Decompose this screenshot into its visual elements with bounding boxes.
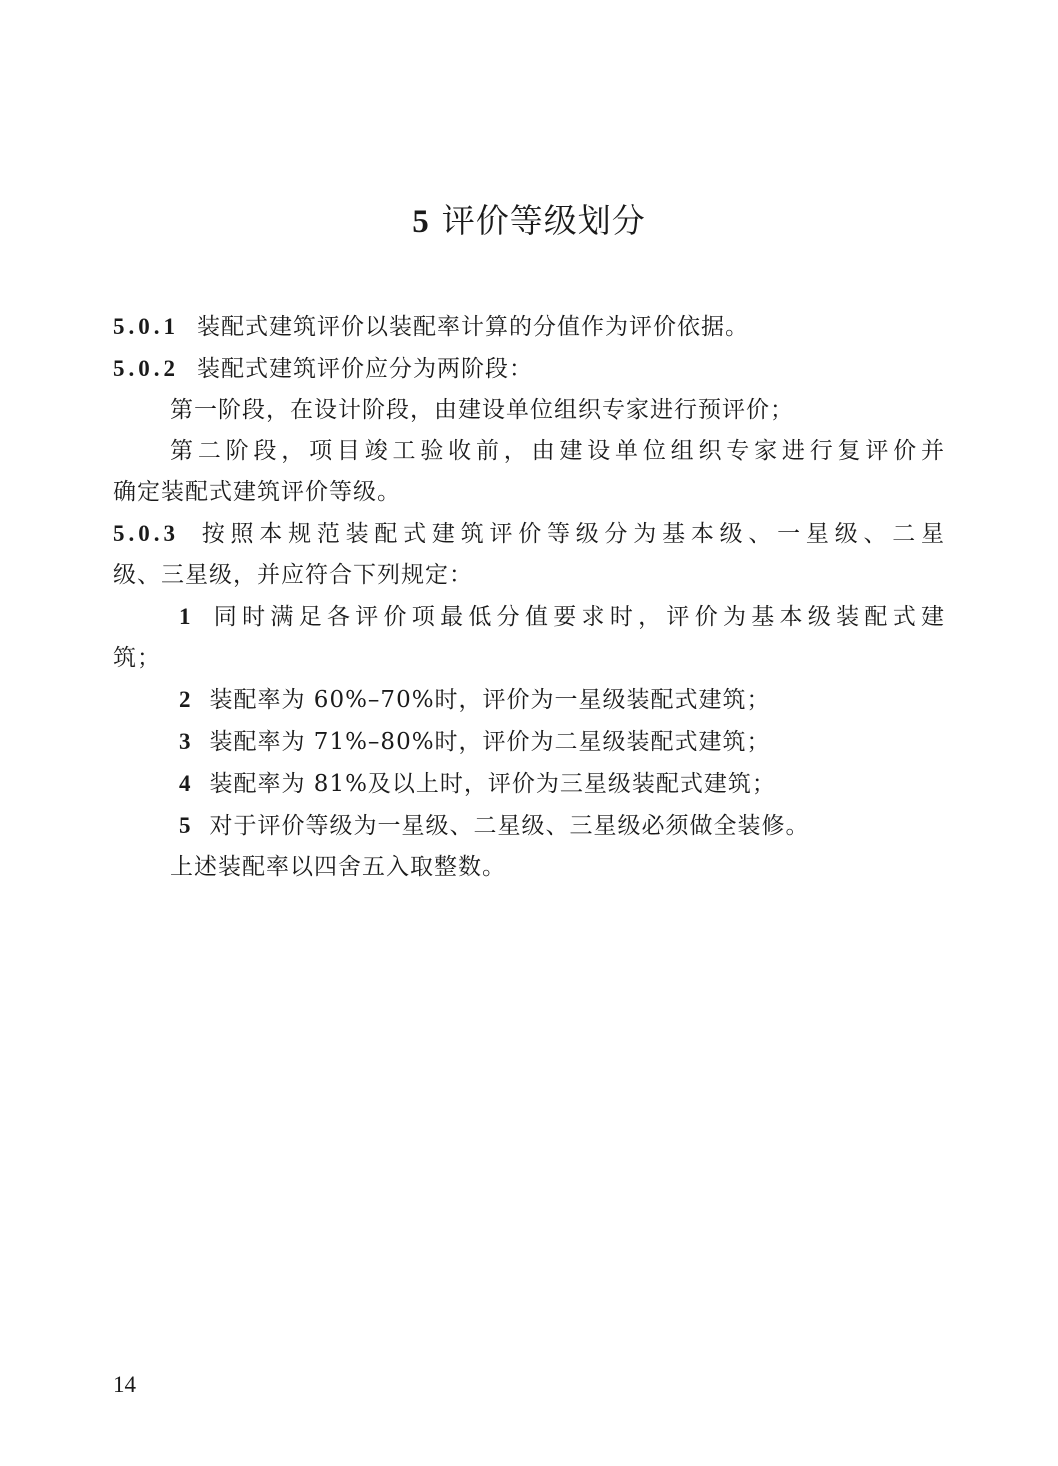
stage-one-paragraph: 第一阶段，在设计阶段，由建设单位组织专家进行预评价； — [170, 397, 794, 423]
clause-5-0-2 — [113, 348, 945, 390]
stage-two-paragraph-line1: 第二阶段，项目竣工验收前，由建设单位组织专家进行复评价并 — [170, 438, 945, 464]
item-number: 1 — [179, 604, 192, 629]
list-item-1-continued: 筑； — [113, 645, 161, 671]
clause-5-0-3 — [113, 513, 945, 555]
stage-two-paragraph-line2: 确定装配式建筑评价等级。 — [113, 479, 401, 505]
item-text: 装配率为 81%及以上时，评价为三星级装配式建筑； — [209, 771, 776, 797]
chapter-body — [113, 306, 945, 888]
chapter-number: 5 — [412, 204, 430, 240]
list-item-3 — [113, 721, 945, 763]
chapter-title-text: 评价等级划分 — [441, 201, 646, 240]
list-item-5 — [113, 805, 945, 847]
item-text: 装配率为 60%–70%时，评价为一星级装配式建筑； — [209, 687, 771, 713]
clause-text: 装配式建筑评价应分为两阶段： — [197, 356, 533, 382]
chapter-title — [0, 196, 1058, 247]
item-number: 5 — [179, 813, 192, 838]
clause-5-0-1 — [113, 306, 945, 348]
list-item-2 — [113, 679, 945, 721]
rounding-note: 上述装配率以四舍五入取整数。 — [170, 854, 506, 880]
clause-5-0-3-continued: 级、三星级，并应符合下列规定： — [113, 562, 473, 588]
clause-text: 装配式建筑评价以装配率计算的分值作为评价依据。 — [197, 314, 749, 340]
item-text: 装配率为 71%–80%时，评价为二星级装配式建筑； — [209, 729, 771, 755]
list-item-4 — [113, 763, 945, 805]
item-number: 2 — [179, 687, 192, 712]
clause-number: 5.0.1 — [113, 314, 179, 339]
item-text: 同时满足各评价项最低分值要求时，评价为基本级装配式建 — [209, 604, 945, 630]
clause-number: 5.0.2 — [113, 356, 179, 381]
item-number: 4 — [179, 771, 192, 796]
clause-number: 5.0.3 — [113, 521, 179, 546]
clause-text: 按照本规范装配式建筑评价等级分为基本级、一星级、二星 — [197, 521, 945, 547]
item-number: 3 — [179, 729, 192, 754]
list-item-1 — [113, 596, 945, 638]
page-number: 14 — [113, 1372, 136, 1397]
item-text: 对于评价等级为一星级、二星级、三星级必须做全装修。 — [209, 813, 810, 839]
